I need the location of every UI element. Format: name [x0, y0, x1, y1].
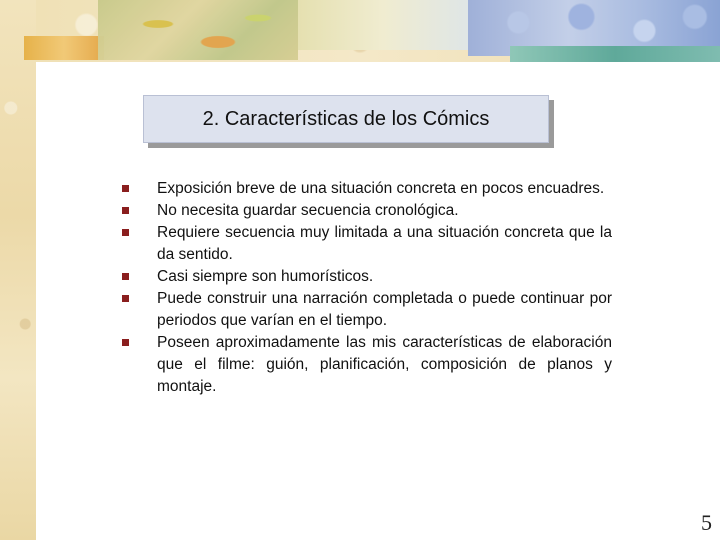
- orange-header-image: [24, 36, 104, 60]
- faded-header-image: [298, 0, 468, 50]
- list-item: [122, 200, 612, 222]
- bullet-list: [122, 178, 612, 398]
- bullet-icon: [122, 339, 129, 346]
- bullet-text: No necesita guardar secuencia cronológica.: [157, 202, 459, 219]
- bullet-text: Requiere secuencia muy limitada a una situación concreta que la da sentido.: [157, 224, 612, 263]
- bullet-text: Poseen aproximadamente las mis características de elaboración que el filme: guión, planificación, composición de planos y montaje.: [157, 334, 612, 395]
- bullet-icon: [122, 207, 129, 214]
- leaves-header-image: [98, 0, 298, 60]
- title-box: [143, 95, 549, 143]
- list-item: [122, 178, 612, 200]
- list-item: [122, 288, 612, 332]
- bullet-icon: [122, 229, 129, 236]
- page-number: 5: [701, 510, 712, 535]
- list-item: [122, 266, 612, 288]
- bullet-text: Puede construir una narración completada o puede continuar por periodos que varían en el tiempo.: [157, 290, 612, 329]
- bullet-icon: [122, 185, 129, 192]
- left-decoration-strip: [0, 0, 36, 540]
- teal-header-image: [510, 46, 720, 62]
- bullet-text: Casi siempre son humorísticos.: [157, 268, 374, 285]
- list-item: [122, 332, 612, 398]
- bullet-text: Exposición breve de una situación concreta en pocos encuadres.: [157, 180, 605, 197]
- bullet-icon: [122, 273, 129, 280]
- slide-title: 2. Características de los Cómics: [202, 107, 490, 130]
- list-item: [122, 222, 612, 266]
- bullet-icon: [122, 295, 129, 302]
